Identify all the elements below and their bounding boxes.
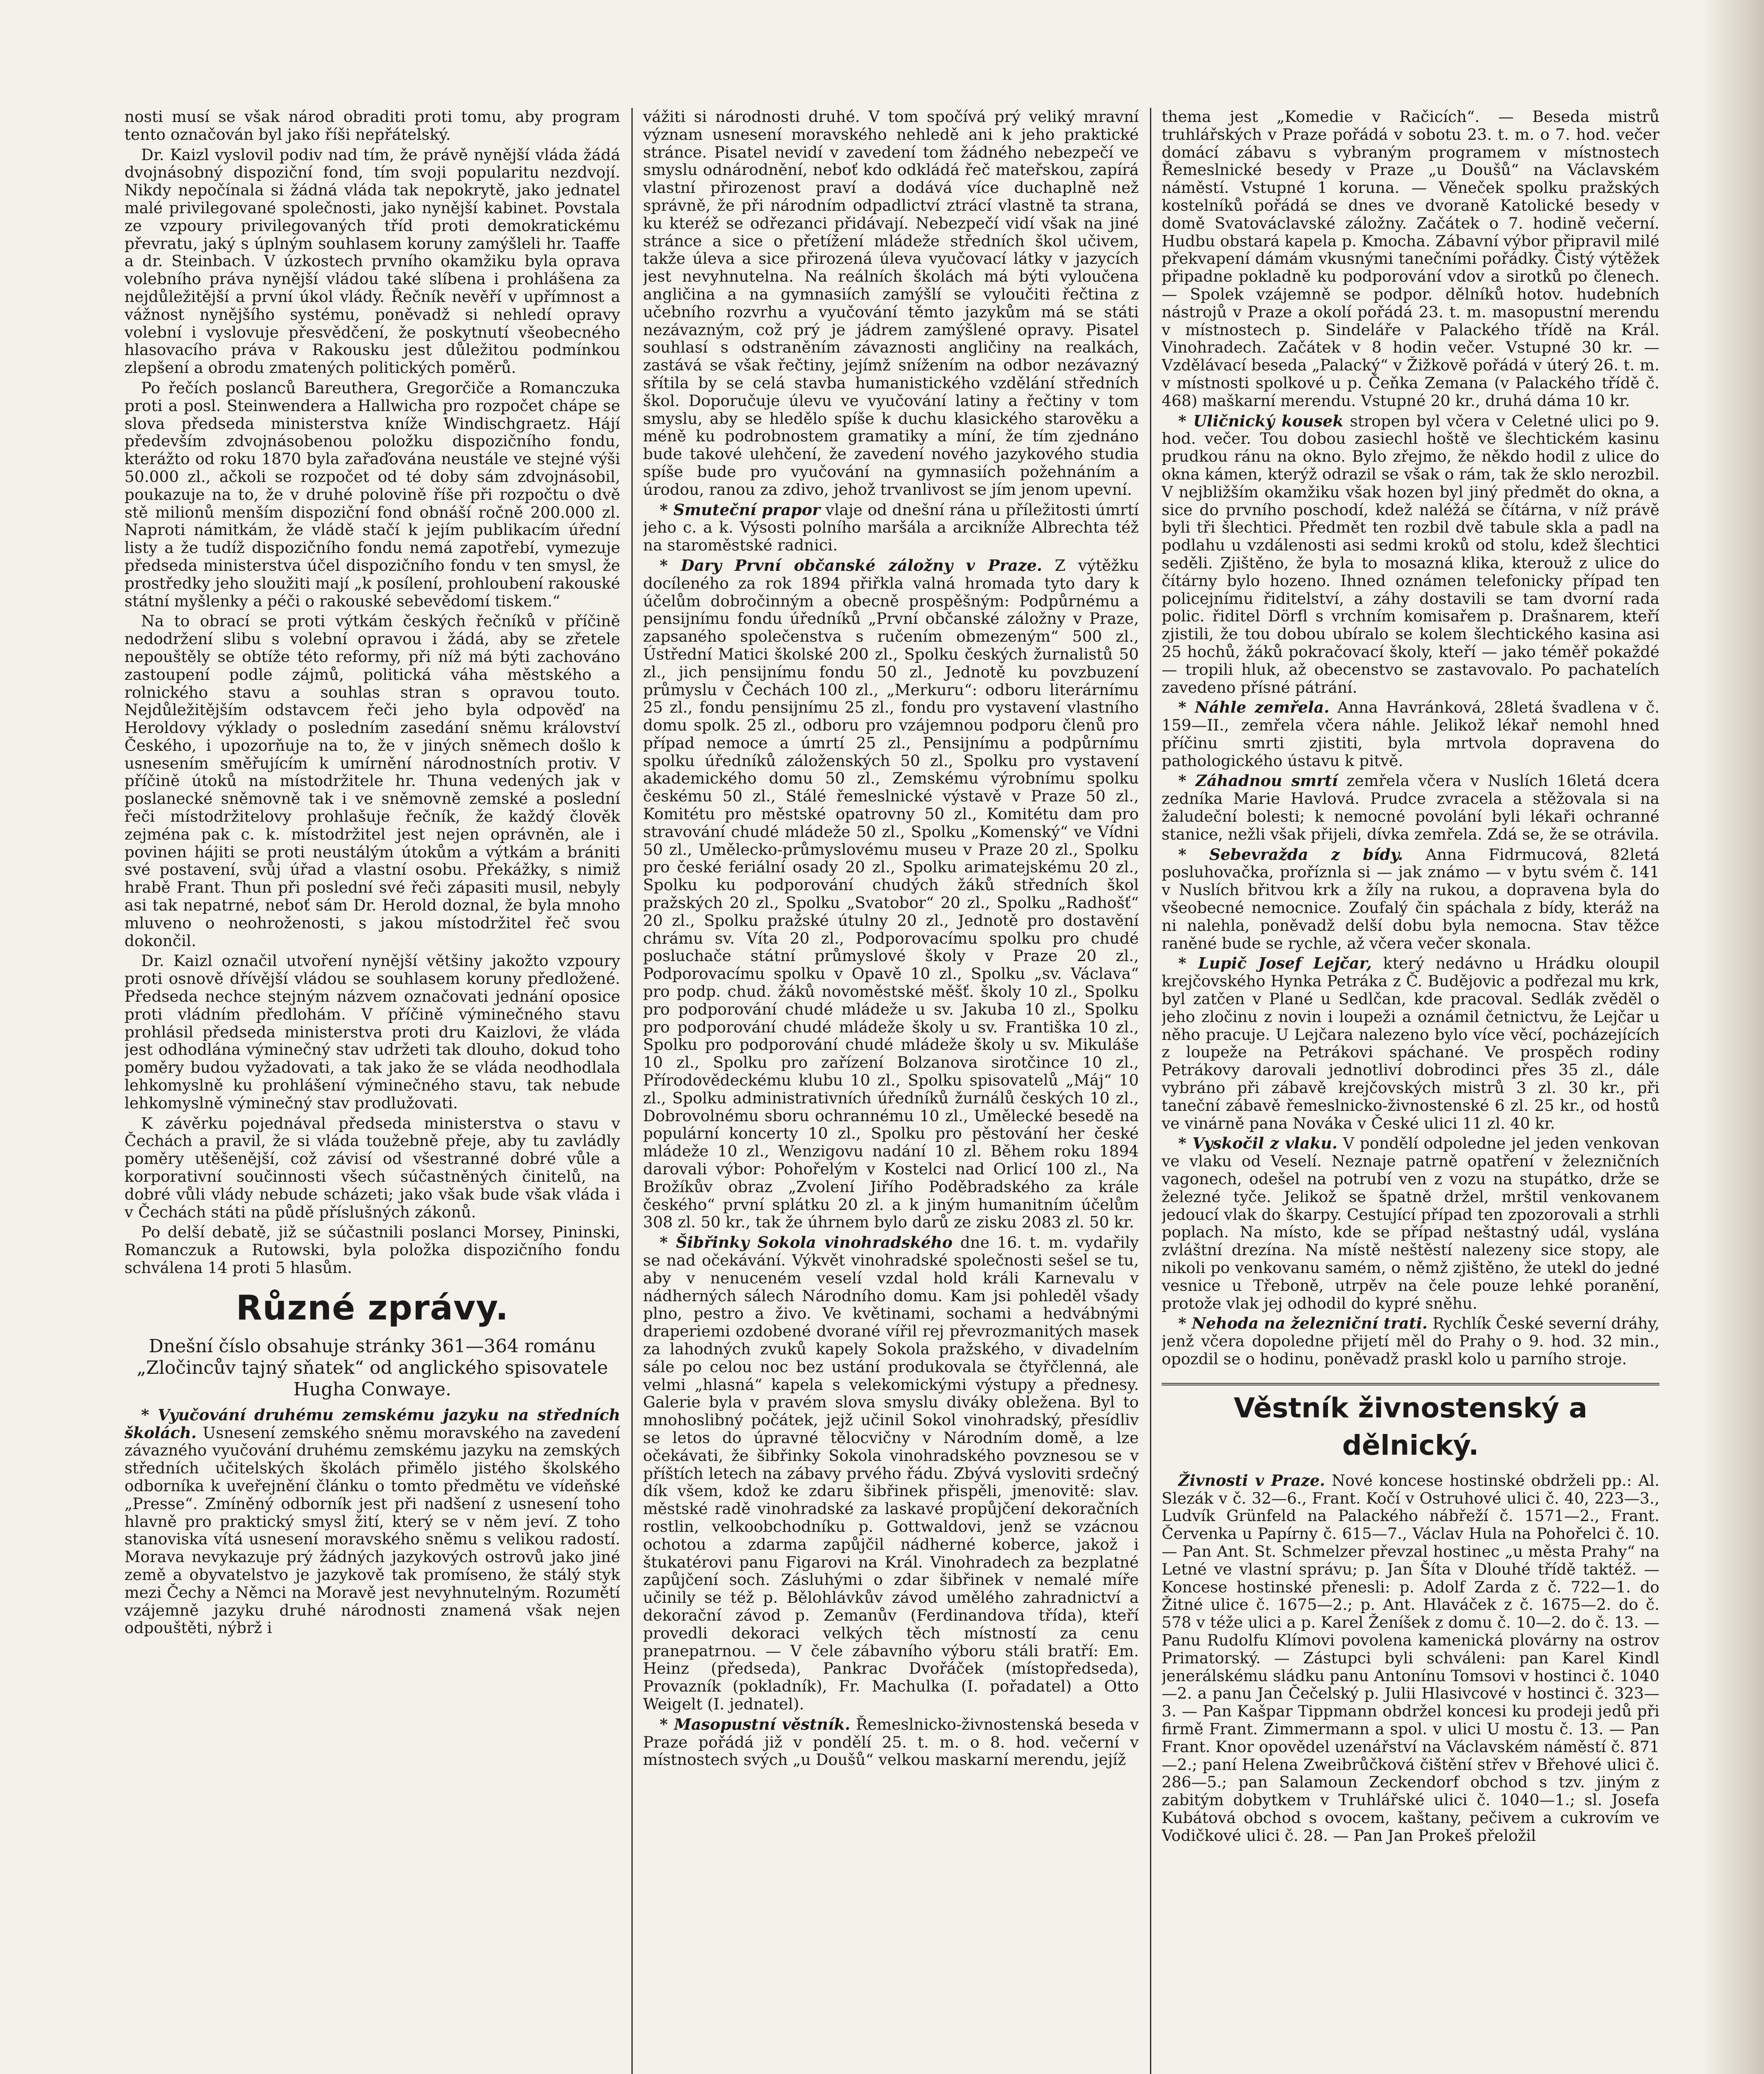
news-item-text: zemřela včera v Nuslích 16letá dcera zedníka Marie Havlová. Prudce zvracela a stěžovala si na žaludeční bolesti; k nemocné povolání byli lékaři ochranné stanice, nežli však přijeli, dívka zemřela. Zdá se, že se otrávila.	[1162, 772, 1659, 843]
article-continuation: vážiti si národnosti druhé. V tom spočívá prý veliký mravní význam usnesení moravského nehledě ani k jeho praktické stránce. Pisatel nevidí v zavedení tom žádného nebezpečí ve smyslu odnárodnění, neboť kdo odkládá řeč mateřskou, zapírá vlastní přirozenost praví a dodává více duchaplně než správně, že při národním odpadlictví ztrácí vlastně ta strana, ku kteréž se odřezanci přidávají. Nebezpečí vidí však na jiné stránce a sice o přetížení mládeže středních škol učivem, takže úleva a sice přirozená úleva vyučovací látky v jazycích jest nevyhnutelna. Na reálních školách má býti vyloučena angličina a na gymnasiích zamýšlí se vyloučiti řečtina z učebního rozvrhu a vyučování těmto jazykům má se státi nezávazným, což prý je jádrem zamýšlené opravy. Pisatel souhlasí s odstraněním závaznosti angličiny na realkách, zastává se však řečtiny, jejímž snížením na odbor nezávazný sřítila by se celá stavba humanistického vzdělání středních škol. Doporučuje úlevu ve vyučování latiny a řečtiny v tom smyslu, aby se hledělo spíše k duchu klasického starověku a méně ku podrobnostem gramatiky a míní, že tím zjednáno bude takové ulehčení, že zavedení nového jazykového studia spíše bude pro vyučování na gymnasiích požehnáním a úrodou, ranou za zdivo, jehož trvanlivost se jím jenom upevní.	[643, 108, 1139, 499]
news-item-heading: * Náhle zemřela.	[1178, 698, 1330, 717]
column-rule	[1150, 108, 1151, 2074]
news-item	[1162, 772, 1659, 843]
news-item-heading: * Uličnický kousek	[1178, 411, 1344, 430]
news-item-text: který nedávno u Hrádku oloupil krejčovského Hynka Petráka z Č. Budějovic a podřezal mu krk, byl zatčen v Plané u Sedlčan, kde pracoval. Sedlák zvěděl o jeho zločinu z novin i loupeži a oznámil četnictvu, že Lejčar u něho pracuje. U Lejčara nalezeno bylo více věcí, pocházejících z loupeže na Petrákovi spáchané. Ve prospěch rodiny Petrákovy darovali jednotliví dobrodinci přes 35 zl., dále vybráno při zábavě krejčovských mistrů 3 zl. 30 kr., při taneční zábavě řemeslnicko-živnostenské 6 zl. 25 kr., od hostů ve vinárně pana Nováka v České ulici 11 zl. 40 kr.	[1162, 954, 1659, 1132]
news-item-text: Rychlík České severní dráhy, jenž včera dopoledne přijetí měl do Prahy o 9. hod. 32 min., opozdil se o hodinu, poněvadž praskl kolo u parního stroje.	[1162, 1314, 1659, 1368]
news-item	[1162, 954, 1659, 1132]
news-item	[643, 557, 1139, 1231]
news-item-heading: Živnosti v Praze.	[1178, 1471, 1325, 1490]
news-item-heading: * Vyskočil z vlaku.	[1178, 1134, 1338, 1153]
news-item-text: stropen byl včera v Celetné ulici po 9. hod. večer. Tou dobou zasiechl hoště ve šlechtickém kasinu prudkou ránu na okno. Bylo zřejmo, že někdo hodil z ulice do okna kámen, kterýž odrazil se však o rám, tak že sklo nerozbil. V nejbližším okamžiku však hozen byl jiný předmět do okna, a sice do prvního poschodí, kdež naléžá se čítárna, v níž právě byli tři šlechtici. Předmět ten rozbil dvě tabule skla a padl na podlahu u vzdálenosti asi sedmi kroků od stolu, kdež šlechtici seděli. Zjištěno, že byla to mosazná klika, kterouž z ulice do čítárny bylo hozeno. Ihned oznámen telefonicky případ ten policejnímu řiditelství, a záhy dostavili se tam dvorní rada polic. řiditel Dörfl s vrchním komisařem p. Drašnarem, kteří zjistili, že tou dobou ubíralo se kolem šlechtického kasina asi 25 hochů, žáků pokračovací školy, kteří — jako téměř pokaždé — tropili hluk, až obecenstvo se zastavovalo. Po pachatelích zavedeno přísné pátrání.	[1162, 411, 1659, 696]
news-item-heading: * Lupič Josef Lejčar,	[1178, 954, 1372, 973]
section-title-ruzne-zpravy: Různé zprávy.	[236, 1288, 509, 1328]
news-item	[124, 1406, 620, 1637]
news-item-text: V pondělí odpoledne jel jeden venkovan ve vlaku od Veselí. Neznaje patrně opatření v železničních vagonech, odešel na potrubí ven z vozu na stupátko, drže se železné tyče. Jelikož se špatně držel, mrštil venkovanem jedoucí vlak do škarpy. Cestující případ ten zpozorovali a strhli poplach. Na místo, kde se případ neštastný udál, vyslána zvláštní drezína. Na místě neštěstí nalezeny sice stopy, ale nikoli po venkovanu samém, o němž zjištěno, že utekl do jedné vesnice u Třeboně, utrpěv na čele pouze lehké poranění, protože vlak jej odhodil do kypré sněhu.	[1162, 1134, 1659, 1312]
news-item-heading: * Smuteční prapor	[660, 500, 821, 519]
article-paragraph: K závěrku pojednával předseda ministerstva o stavu v Čechách a pravil, že si vláda toužebně přeje, aby tu zavládly poměry utěšenější, což závisí od všestranné dobré vůle a korporativní součinnosti všech súčastněných činitelů, na dobré vůli vlády nebude scházeti; jako však bude však vláda i v Čechách státi na půdě příslušných zákonů.	[124, 1114, 620, 1221]
column-middle	[643, 108, 1139, 2074]
news-item-text: Nové koncese hostinské obdrželi pp.: Al. Slezák v č. 32—6., Frant. Kočí v Ostruhové ulici č. 40, 223—3., Ludvík Grünfeld na Palackého nábřeží č. 1571—2., Frant. Červenka u Papírny č. 615—7., Václav Hula na Pohořelci č. 10. — Pan Ant. St. Schmelzer převzal hostinec „u města Prahy“ na Letné ve vlastní správu; p. Jan Šíta v Dlouhé třídě taktéž. — Koncese hostinské přenesli: p. Adolf Zarda z č. 722—1. do Žitné ulice č. 1675—2.; p. Ant. Hlaváček z č. 1675—2. do č. 578 v téže ulici a p. Karel Ženíšek z domu č. 10—2. do č. 13. — Panu Rudolfu Klímovi povolena kamenická plovárny na ostrov Primatorský. — Zástupci byli schváleni: pan Karel Kindl jenerálskému sládku panu Antonínu Tomsovi v hostinci č. 1040—2. a panu Jan Čečelský p. Julii Hlasivcové v hostinci č. 323—3. — Pan Kašpar Tippmann obdržel koncesi ku prodeji jedů při firmě Frant. Zimmermann a spol. v ulici U mostu č. 13. — Pan Frant. Knor opovědel uzenářství na Václavském náměstí č. 871—2.; paní Helena Zweibrůčková čištění střev v Břehové ulici č. 286—5.; pan Salamoun Zeckendorf obchod s tzv. jiným z zabitým dobytkem v Truhlářské ulici č. 1040—1.; sl. Josefa Kubátová obchod s ovocem, kaštany, pečivem a cukrovím ve Vodičkové ulici č. 28. — Pan Jan Prokeš přeložil	[1162, 1471, 1659, 1845]
news-item	[643, 1234, 1139, 1713]
page-edge-shadow	[1702, 0, 1764, 2074]
news-item	[1162, 846, 1659, 952]
column-right	[1162, 108, 1659, 2074]
news-item-heading: * Záhadnou smrtí	[1178, 772, 1338, 790]
news-item-text: vlaje od dnešní rána u příležitosti úmrtí jeho c. a k. Výsosti polního maršála a arcikníže Albrechta též na staroměstské radnici.	[643, 500, 1139, 555]
article-paragraph: nosti musí se však národ obraditi proti tomu, aby program tento označován byl jako říši nepřátelský.	[124, 108, 620, 144]
news-item-heading: * Masopustní věstník.	[660, 1715, 850, 1733]
news-item-text: Anna Fidrmucová, 82letá posluhovačka, proříznla si — jak známo — v bytu svém č. 141 v Nuslích břitvou krk a žíly na rukou, a dopravena byla do všeobecné nemocnice. Zoufalý čin spáchala z bídy, kteráž na ni nalehla, poněvadž delší dobu byla nemocna. Stav těžce raněné bude se rychle, až včera večer skonala.	[1162, 845, 1659, 952]
news-item-heading: * Nehoda na železniční trati.	[1178, 1314, 1428, 1333]
news-item-heading: * Sebevražda z bídy.	[1178, 845, 1403, 864]
section-title-vestnik: Věstník živnostenský a dělnický.	[1162, 1383, 1659, 1464]
news-item	[1162, 1315, 1659, 1368]
news-item-heading: * Šibřinky Sokola vinohradského	[660, 1233, 953, 1252]
news-item	[643, 501, 1139, 554]
news-item-heading: * Vyučování druhému zemskému jazyku na středních školách.	[124, 1405, 620, 1442]
article-paragraph: Na to obrací se proti výtkám českých řečníků v příčině nedodržení slibu s volební opravou i žádá, aby se zřetele nepouštěly se obtíže této reformy, při níž má býti zachováno zastoupení podle zájmů, politická váha městského a rolnického stavu a souhlas stran s opravou touto. Nejdůležitějším odstavcem řeči jeho byla odpověď na Heroldovy výklady o posledním zasedání sněmu království Českého, i upozorňuje na to, že v jiných sněmech došlo k usnesením směřujícím k umírnění národnostních protiv. V příčině útoků na místodržitele hr. Thuna vedených jak v poslanecké sněmovně tak i ve sněmovně zemské a poslední řeči místodržitelovy prohlašuje řečník, že každý člověk zejména pak c. k. místodržitel jest nejen oprávněn, ale i povinen hájiti se proti neustálým útokům a výtkám a brániti své postavení, svůj úřad a vlastní osobu. Překážky, s nimiž hrabě Frant. Thun při poslední své řeči zápasiti musil, nebyly asi tak nepatrné, neboť sám Dr. Herold doznal, že byla mnoho mluveno o neohroženosti, s jakou místodržitel řeč svou dokončil.	[124, 612, 620, 950]
article-continuation: thema jest „Komedie v Račicích“. — Beseda mistrů truhlářských v Praze pořádá v sobotu 23. t. m. o 7. hod. večer domácí zábavu s vybraným programem v místnostech Řemeslnické besedy v Praze „u Doušů“ na Václavském náměstí. Vstupné 1 koruna. — Věneček spolku pražských kostelníků pořádá se dnes ve dvoraně Katolické besedy v domě Svatováclavské záložny. Začátek o 7. hodině večerní. Hudbu obstará kapela p. Kmocha. Zábavní výbor připravil milé překvapení dámám vkusnými tanečními pořádky. Čistý výtěžek připadne pokladně ku podporování vdov a sirotků po členech. — Spolek vzájemně se podpor. dělníků hotov. hudebních nástrojů v Praze a okolí pořádá 23. t. m. masopustní merendu v místnostech p. Sindeláře v Palackého třídě na Král. Vinohradech. Začátek v 8 hodin večer. Vstupné 30 kr. — Vzdělávací beseda „Palacký“ v Žižkově pořádá v úterý 26. t. m. v místnosti spolkové u p. Čeňka Zemana (v Palackého třídě č. 468) maškarní merendu. Vstupné 20 kr., druhá dáma 10 kr.	[1162, 108, 1659, 410]
column-left	[124, 108, 620, 2074]
news-item-text: Usnesení zemského sněmu moravského na zavedení závazného vyučování druhému zemskému jazyku na zemských středních učitelských školách přimělo jistého školského odborníka k uveřejnění článku o tomto předmětu ve vídeňské „Presse“. Zmíněný odborník jest při nadšení z usnesení toho hlavně pro praktický smysl žití, který se v něm jeví. Z toho stanoviska vítá usnesení moravského sněmu s velikou radostí. Morava nevykazuje prý žádných jazykových ostrovů jako jiné země a obyvatelstvo je jazykově tak promíseno, že stálý styk mezi Čechy a Němci na Moravě jest nevyhnutelným. Rozumětí vzájemně jazyku druhé národnosti znamená však nejen odpouštěti, nýbrž i	[124, 1423, 620, 1637]
news-item	[1162, 1134, 1659, 1312]
article-paragraph: Po delší debatě, již se súčastnili poslanci Morsey, Pininski, Romanczuk a Rutowski, byla položka dispozičního fondu schválena 14 proti 5 hlasům.	[124, 1223, 620, 1277]
news-item-text: Řemeslnicko-živnostenská beseda v Praze pořádá již v pondělí 25. t. m. o 8. hod. večerní v místnostech svých „u Doušů“ velkou maskarní merendu, jejíž	[643, 1715, 1139, 1769]
column-rule	[631, 108, 633, 2074]
news-item	[1162, 1472, 1659, 1845]
news-item-heading: * Dary První občanské záložny v Praze.	[660, 556, 1043, 574]
news-item	[1162, 412, 1659, 696]
news-item	[1162, 699, 1659, 769]
article-paragraph: Dr. Kaizl označil utvoření nynější většiny jakožto vzpoury proti osnově dřívější vládou se souhlasem koruny předložené. Předseda nechce stejným názvem označovati jednání oposice proti vládním předlohám. V příčině výminečného stavu prohlásil předseda ministerstva proti dru Kaizlovi, že vláda jest odhodlána výminečný stav udržeti tak dlouho, dokud toho poměry budou vyžadovati, a tak jako že se vláda neodhodlala lehkomyslně ku prohlášení výminečného stavu, tak nebude lehkomyslně výminečný stav prodlužovati.	[124, 952, 620, 1112]
article-paragraph: Po řečích poslanců Bareuthera, Gregorčiče a Romanczuka proti a posl. Steinwendera a Hallwicha pro rozpočet chápe se slova předseda ministerstva kníže Windischgraetz. Hájí především zdvojnásobenou položku dispozičního fondu, kterážto od roku 1870 byla zařaďována neustále ve stejné výši 50.000 zl., ačkoli se rozpočet od té doby sám zdvojnásobil, poukazuje na to, že v druhé polovině říše při rozpočtu o dvě stě milionů menším dispoziční fond obnáší ročně 200.000 zl. Naproti námitkám, že vládě stačí k jejím publikacím úřední listy a že tudíž dispozičního fondu nemá zapotřebí, vymezuje předseda ministerstva účel dispozičního fondu v ten smysl, že prostředky jeho sloužiti mají „k posílení, prohloubení rakouské státní myšlenky a péči o rakouské sebevědomí tiskem.“	[124, 378, 620, 610]
news-item-text: dne 16. t. m. vydařily se nad očekávání. Výkvět vinohradské společnosti sešel se tu, aby v nenuceném veselí vzdal hold králi Karnevalu v nádherných sálech Národního domu. Kam jsi pohleděl všady plno, pestro a živo. Ve květinami, sochami a hedvábnými draperiemi ozdobené dvorané vířil rej převrozmanitých masek za lahodných zvuků kapely Sokola pražského, v divadelním sále po celou noc bez ustání produkovala se čtyřčlenná, ale velmi „hlasná“ kapela s velekomickými výstupy a přednesy. Galerie byla v pravém slova smyslu diváky obležena. Byl to mnohoslibný počátek, jejž učinil Sokol vinohradský, přesídliv se letos do úpravné tělocvičny v Národním domě, a lze očekávati, že šibřinky Sokola vinohradského povznesou se v příštích letech na zábavy prvého řádu. Zbývá vysloviti srdečný dík všem, kdož ke zdaru šibřinek přispěli, jmenovitě: slav. městské radě vinohradské za laskavé propůjčení dekoračních rostlin, velkoobchodníku p. Gottwaldovi, jenž se vzácnou ochotou a zdarma zapůjčil nádherné koberce, jakož i štukatérovi panu Figarovi na Král. Vinohradech za bezplatné zapůjčení soch. Zásluhými o zdar šibřinek v nemalé míře učinily se též p. Bělohlávkův závod umělého zahradnictví a dekorační závod p. Zemanův (Ferdinandova třída), kteří provedli dekoraci velkých těch místností za cenu pranepatrnou. — V čele zábavního výboru stáli bratří: Em. Heinz (předseda), Pankrac Dvořáček (místopředseda), Provazník (pokladník), Fr. Machulka (I. pořadatel) a Otto Weigelt (I. jednatel).	[643, 1233, 1139, 1713]
news-item-text: Z výtěžku docíleného za rok 1894 přiřkla valná hromada tyto dary k účelům dobročinným a obecně prospěšným: Podpůrnému a pensijnímu fondu úředníků „První občanské záložny v Praze, zapsaného společenstva s ručením obmezeným“ 500 zl., Ústřední Matici školské 200 zl., Spolku českých žurnalistů 50 zl., jich pensijnímu fondu 50 zl., Jednotě ku povzbuzení průmyslu v Čechách 100 zl., „Merkuru“: odboru literárnímu 25 zl., fondu pensijnímu 25 zl., fondu pro vystavení vlastního domu spolk. 25 zl., odboru pro vzájemnou podporu členů pro případ nemoce a úmrtí 25 zl., Pensijnímu a podpůrnímu spolku úředníků záloženských 50 zl., Spolku pro vystavení akademického domu 50 zl., Zemskému výrobnímu spolku českému 50 zl., Stálé řemeslnické výstavě v Praze 50 zl., Komitétu pro městské opatrovny 50 zl., Komitétu dam pro stravování chudé mládeže 50 zl., Spolku „Komenský“ ve Vídni 50 zl., Umělecko-průmyslovému museu v Praze 20 zl., Spolku pro české feriální osady 20 zl., Spolku arimatejskému 20 zl., Spolku ku podporování chudých žáků středních škol pražských 20 zl., Spolku „Svatobor“ 20 zl., Spolku „Radhošť“ 20 zl., Spolku pražské útulny 20 zl., Jednotě pro dostavění chrámu sv. Víta 20 zl., Podporovacímu spolku pro chudé posluchače státní průmyslové školy v Praze 20 zl., Podporovacímu spolku v Opavě 10 zl., Spolku „sv. Václava“ pro podp. chud. žáků novoměstské měšť. školy 10 zl., Spolku pro podporování chudé mládeže u sv. Jakuba 10 zl., Spolku pro podporování chudé mládeže školy u sv. Františka 10 zl., Spolku pro podporování chudé mládeže školy u sv. Mikuláše 10 zl., Spolku pro zařízení Bolzanova sirotčince 10 zl., Přírodovědeckému klubu 10 zl., Spolku spisovatelů „Máj“ 10 zl., Spolku administrativních úředníků žurnálů českých 10 zl., Dobrovolnému sboru ochrannému 10 zl., Umělecké besedě na populární koncerty 10 zl., Spolku pro pěstování her české mládeže 10 zl., Wenzigovu nadání 10 zl. Během roku 1894 darovali výbor: Pohořelým v Kostelci nad Orlicí 100 zl., Na Brožíkův obraz „Zvolení Jiřího Poděbradského za krále českého“ první splátku 20 zl. a k jiným humanitním účelům 308 zl. 50 kr., tak že úhrnem bylo darů ze zisku 2083 zl. 50 kr.	[643, 556, 1139, 1232]
newspaper-page	[124, 108, 1659, 2074]
article-paragraph: Dr. Kaizl vyslovil podiv nad tím, že právě nynější vláda žádá dvojnásobný dispoziční fond, tím svoji popularitu nezdvojí. Nikdy nepočínala si žádná vláda tak nepokrytě, jako jednatel malé privilegované společnosti, jako nynější kabinet. Povstala ze vzpoury privilegovaných tříd proti demokratickému převratu, jaký s úplným souhlasem koruny zamýšleli hr. Taaffe a dr. Steinbach. V úzkostech prvního okamžiku byla oprava volebního práva nynější vládou také slíbena i prohlášena za nejdůležitější a první úkol vlády. Řečník nevěří v upřímnost a vážnost nynějšího systému, poněvadž si nehledí opravy volební i vyslovuje přesvědčení, že poskytnutí všeobecného hlasovacího práva v Rakousku jest důležitou podmínkou zlepšení a obrodu zmatených politických poměrů.	[124, 145, 620, 377]
news-item	[643, 1716, 1139, 1769]
section-intro: Dnešní číslo obsahuje stránky 361—364 románu „Zločincův tajný sňatek“ od anglického spisovatele Hugha Conwaye.	[136, 1335, 608, 1400]
news-item-text: Anna Havránková, 28letá švadlena v č. 159—II., zemřela včera náhle. Jelikož lékař nemohl hned příčinu smrti zjistiti, byla mrtvola dopravena do pathologického ústavu k pitvě.	[1162, 698, 1659, 770]
